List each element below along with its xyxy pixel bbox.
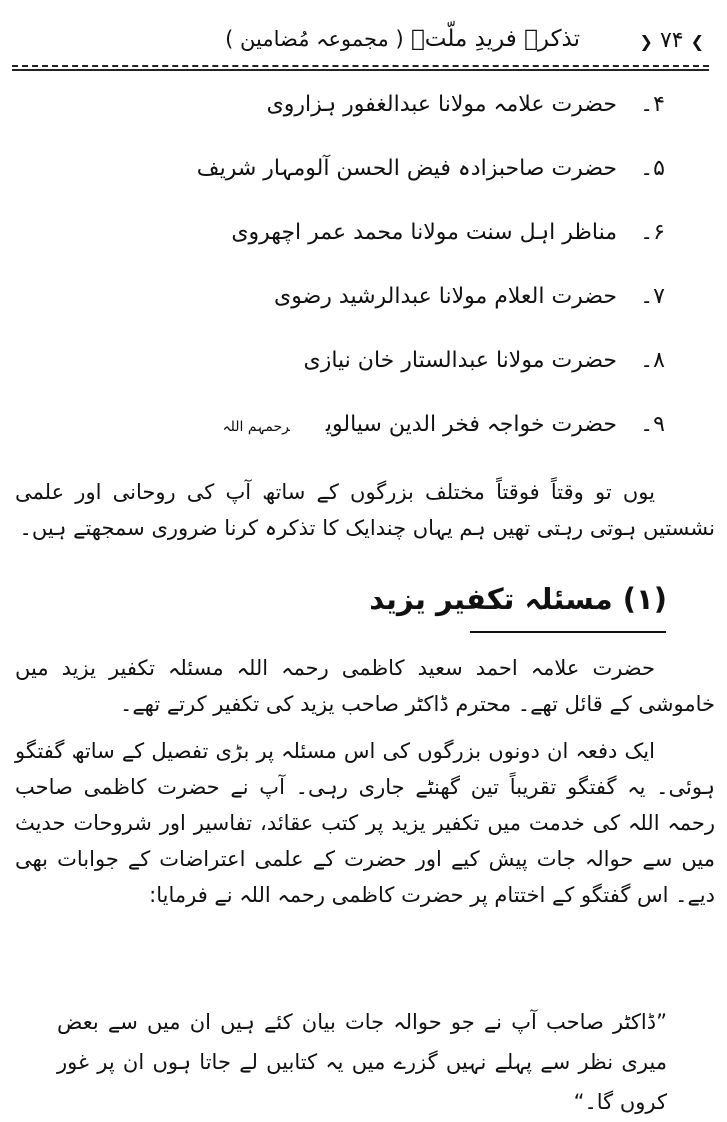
list-item-name: مناظر اہل سنت مولانا محمد عمر اچھروی bbox=[231, 220, 617, 245]
list-item-name bbox=[222, 412, 617, 437]
list-item-number: ۵۔ bbox=[640, 156, 665, 181]
list-item-name: حضرت صاحبزادہ فیض الحسن آلومہار شریف bbox=[196, 156, 617, 181]
paragraph-1: حضرت علامہ احمد سعید کاظمی رحمہ اللہ مسئلہ تکفیر یزید میں خاموشی کے قائل تھے۔ محترم ڈاکٹر صاحب یزید کی تکفیر کرتے تھے۔ bbox=[15, 656, 715, 716]
header-dashed-rule bbox=[12, 65, 709, 67]
list-item-number: ۹۔ bbox=[640, 412, 665, 437]
page-header bbox=[12, 22, 712, 70]
intro-paragraph: یوں تو وقتاً فوقتاً مختلف بزرگوں کے ساتھ آپ کی روحانی اور علمی نشستیں ہوتی رہتی تھیں ہم یہاں چندایک کا تذکرہ کرنا ضروری سمجھتے ہیں۔ bbox=[15, 480, 715, 540]
list-item-name: حضرت مولانا عبدالستار خان نیازی bbox=[303, 348, 617, 373]
list-item-number: ۶۔ bbox=[640, 220, 665, 245]
ornament-left: ❮ bbox=[639, 32, 653, 51]
header-solid-rule bbox=[12, 69, 709, 71]
list-item-name-text: حضرت خواجہ فخر الدین سیالوی bbox=[325, 412, 617, 437]
quote-block: ”ڈاکٹر صاحب آپ نے جو حوالہ جات بیان کئے ہیں ان میں سے بعض میری نظر سے پہلے نہیں گزرے میں یہ کتابیں لے جاتا ہوں ان پر غور کروں گا۔“ bbox=[57, 1010, 667, 1114]
book-title: تذکرۂ فریدِ ملّتؒ bbox=[410, 26, 580, 52]
book-subtitle: ( مجموعہ مُضامین ) bbox=[225, 27, 404, 51]
list-item-number: ۸۔ bbox=[640, 348, 665, 373]
ornament-right: ❯ bbox=[690, 32, 704, 51]
list-item-number: ۴۔ bbox=[640, 92, 665, 117]
page-number bbox=[640, 28, 704, 53]
list-item-name: حضرت علامہ مولانا عبدالغفور ہزاروی bbox=[266, 92, 617, 117]
paragraph-2: ایک دفعہ ان دونوں بزرگوں کی اس مسئلہ پر بڑی تفصیل کے ساتھ گفتگو ہوئی۔ یہ گفتگو تقریباً تین گھنٹے جاری رہی۔ آپ نے حضرت کاظمی صاحب رحمہ اللہ کی خدمت میں تکفیر یزید پر کتب عقائد، تفاسیر اور شروحات حدیث میں سے حوالہ جات پیش کیے اور حضرت کے علمی اعتراضات کے جوابات بھی دیے۔ اس گفتگو کے اختتام پر حضرت کاظمی رحمہ اللہ نے فرمایا: bbox=[15, 739, 715, 907]
running-title bbox=[225, 26, 580, 52]
page-number-text: ۷۴ bbox=[659, 28, 684, 53]
list-item-number: ۷۔ bbox=[640, 284, 665, 309]
section-heading-underline bbox=[470, 631, 666, 633]
section-heading: (۱) مسئلہ تکفیر یزید bbox=[369, 582, 667, 616]
list-item-honorific: رحمہم اللہ bbox=[222, 419, 290, 435]
list-item-name: حضرت العلام مولانا عبدالرشید رضوی bbox=[274, 284, 617, 309]
